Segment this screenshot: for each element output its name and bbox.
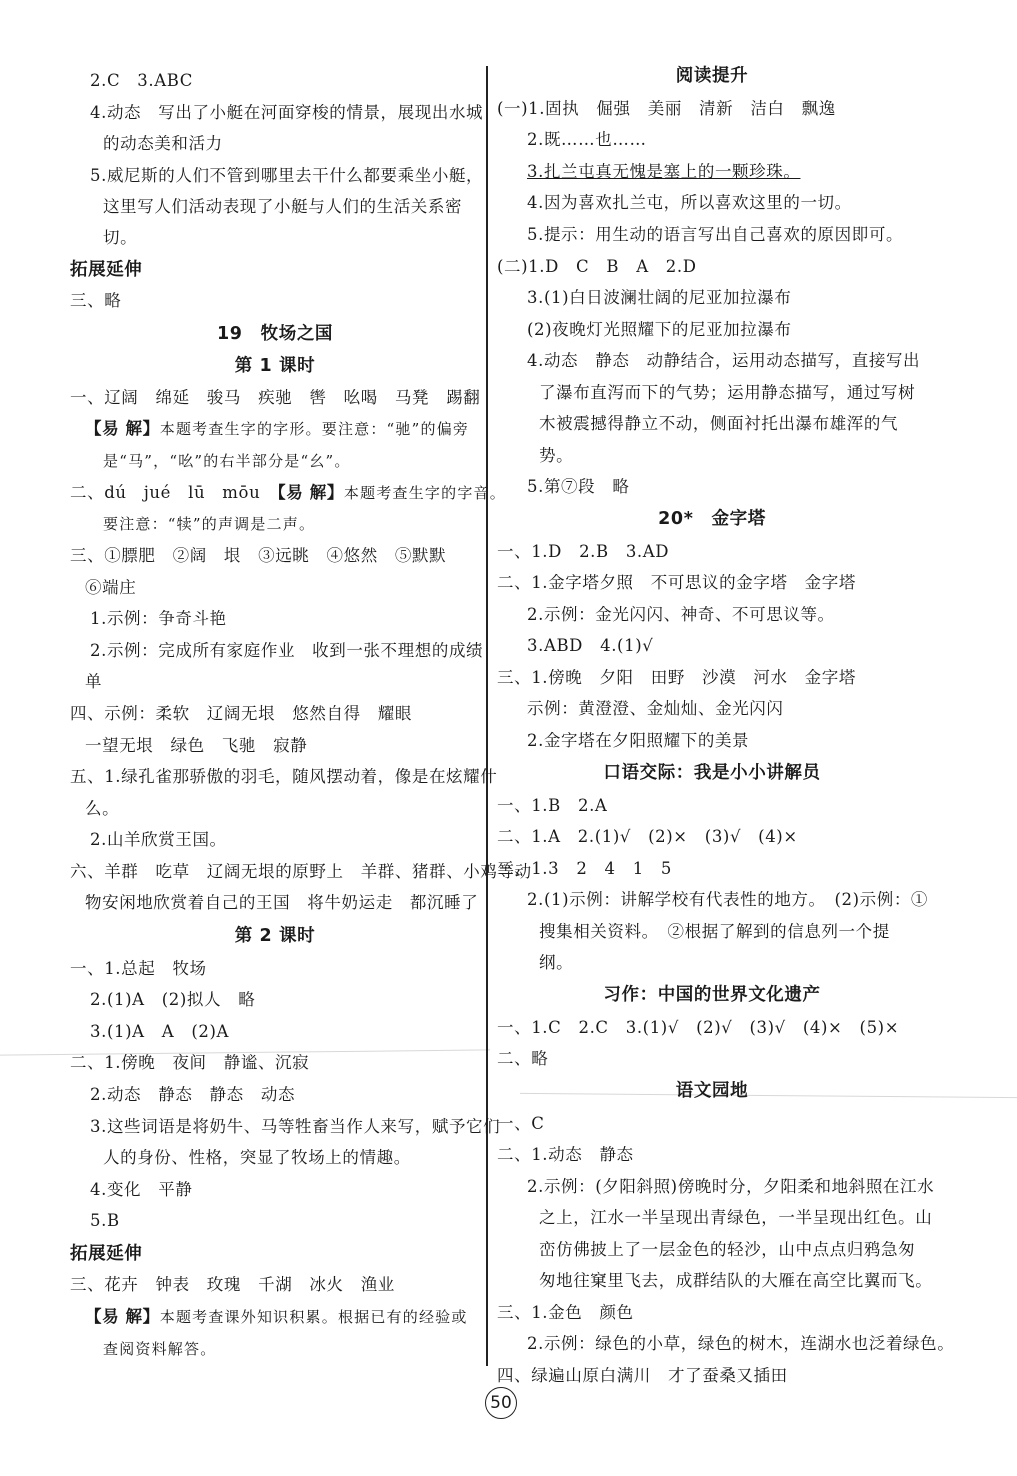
answer-line: 二、1.动态 静态 bbox=[497, 1145, 634, 1164]
answer-line: 二、1.傍晚 夜间 静谧、沉寂 bbox=[70, 1053, 310, 1072]
page-number: 50 bbox=[485, 1387, 517, 1419]
answer-line: 一、1.总起 牧场 bbox=[70, 959, 207, 978]
answer-line: 了瀑布直泻而下的气势；运用静态描写，通过写树 bbox=[539, 383, 916, 402]
yijie-tag: 【易 解】 bbox=[85, 419, 160, 438]
answer-line: 纲。 bbox=[539, 953, 574, 972]
note-line: 是“马”，“吆”的右半部分是“幺”。 bbox=[103, 452, 351, 470]
answer-line: 一、1.C 2.C 3.(1)√ (2)√ (3)√ (4)× (5)× bbox=[497, 1018, 900, 1037]
answer-line: 四、绿遍山原白满川 才了蚕桑又插田 bbox=[497, 1366, 788, 1385]
note-line: 查阅资料解答。 bbox=[103, 1340, 217, 1358]
note-line: 要注意：“犊”的声调是二声。 bbox=[103, 515, 316, 533]
answer-line: 三、1.金色 颜色 bbox=[497, 1303, 634, 1322]
answer-line: 匆地往窠里飞去，成群结队的大雁在高空比翼而飞。 bbox=[539, 1271, 933, 1290]
answer-line: 二、1.金字塔夕照 不可思议的金字塔 金字塔 bbox=[497, 573, 856, 592]
answer-line: 三、1.3 2 4 1 5 bbox=[497, 859, 673, 878]
answer-line: ⑥端庄 bbox=[85, 578, 137, 597]
answer-line: 势。 bbox=[539, 446, 574, 465]
lesson-subtitle: 第 2 课时 bbox=[234, 926, 316, 946]
answer-line: 峦仿佛披上了一层金色的轻沙，山中点点归鸦急匆 bbox=[539, 1240, 916, 1259]
answer-line-underlined: 3.扎兰屯真无愧是塞上的一颗珍珠。 bbox=[527, 162, 801, 181]
answer-line: 2.既……也…… bbox=[527, 130, 647, 149]
answer-line: 切。 bbox=[103, 228, 138, 247]
answer-line: 四、示例：柔软 辽阔无垠 悠然自得 耀眼 bbox=[70, 704, 412, 723]
answer-line: 4.因为喜欢扎兰屯，所以喜欢这里的一切。 bbox=[527, 193, 852, 212]
section-heading: 口语交际：我是小小讲解员 bbox=[603, 763, 821, 783]
answer-line: 1.示例：争奇斗艳 bbox=[90, 609, 227, 628]
answer-line: 4.动态 静态 动静结合，运用动态描写，直接写出 bbox=[527, 351, 921, 370]
answer-line: 2.示例：(夕阳斜照)傍晚时分，夕阳柔和地斜照在江水 bbox=[527, 1177, 935, 1196]
answer-line: 5.第⑦段 略 bbox=[527, 477, 630, 496]
answer-line: 三、1.傍晚 夕阳 田野 沙漠 河水 金字塔 bbox=[497, 668, 856, 687]
answer-line: (二)1.D C B A 2.D bbox=[497, 257, 697, 276]
answer-line: 4.动态 写出了小艇在河面穿梭的情景，展现出水城 bbox=[90, 103, 484, 122]
section-heading: 习作：中国的世界文化遗产 bbox=[603, 985, 821, 1005]
answer-line: 2.示例：完成所有家庭作业 收到一张不理想的成绩 bbox=[90, 641, 484, 660]
answer-line: 2.C 3.ABC bbox=[90, 71, 193, 90]
answer-line: 2.(1)A (2)拟人 略 bbox=[90, 990, 256, 1009]
answer-line: 搜集相关资料。 ②根据了解到的信息列一个提 bbox=[539, 922, 890, 941]
answer-line: 物安闲地欣赏着自己的王国 将牛奶运走 都沉睡了 bbox=[85, 893, 479, 912]
yijie-tag: 【易 解】 bbox=[85, 1307, 160, 1326]
answer-line: 人的身份、性格，突显了牧场上的情趣。 bbox=[103, 1148, 411, 1167]
answer-line: 4.变化 平静 bbox=[90, 1180, 193, 1199]
answer-line: 六、羊群 吃草 辽阔无垠的原野上 羊群、猪群、小鸡等动 bbox=[70, 862, 532, 881]
answer-line: 示例：黄澄澄、金灿灿、金光闪闪 bbox=[527, 699, 784, 718]
answer-line: 一、1.B 2.A bbox=[497, 796, 608, 815]
answer-line: 5.B bbox=[90, 1211, 120, 1230]
answer-line: (2)夜晚灯光照耀下的尼亚加拉瀑布 bbox=[527, 320, 792, 339]
answer-line: 2.(1)示例：讲解学校有代表性的地方。 (2)示例：① bbox=[527, 890, 929, 909]
answer-line: 2.动态 静态 静态 动态 bbox=[90, 1085, 296, 1104]
answer-line: 一望无垠 绿色 飞驰 寂静 bbox=[85, 736, 308, 755]
answer-line: 五、1.绿孔雀那骄傲的羽毛，随风摆动着，像是在炫耀什 bbox=[70, 767, 498, 786]
answer-line: 木被震撼得静立不动，侧面衬托出瀑布雄浑的气 bbox=[539, 414, 899, 433]
answer-line: 三、花卉 钟表 玫瑰 千湖 冰火 渔业 bbox=[70, 1275, 395, 1294]
answer-line: 么。 bbox=[85, 799, 120, 818]
answer-line: 一、辽阔 绵延 骏马 疾驰 辔 吆喝 马凳 踢翻 bbox=[70, 388, 481, 407]
answer-line: 5.威尼斯的人们不管到哪里去干什么都要乘坐小艇， bbox=[90, 166, 484, 185]
section-heading: 阅读提升 bbox=[675, 66, 749, 86]
answer-line: 5.提示：用生动的语言写出自己喜欢的原因即可。 bbox=[527, 225, 904, 244]
lesson-title: 19 牧场之国 bbox=[216, 324, 334, 344]
answer-line: 单 bbox=[85, 672, 103, 691]
lesson-title: 20* 金字塔 bbox=[658, 509, 766, 529]
answer-line: 这里写人们活动表现了小艇与人们的生活关系密 bbox=[103, 197, 463, 216]
yijie-tag: 【易 解】 bbox=[277, 483, 344, 502]
answer-line: 二、dú jué lū mōu 【易 解】本题考查生字的字音。 bbox=[70, 483, 506, 502]
note-line: 【易 解】本题考查生字的字形。要注意：“驰”的偏旁 bbox=[85, 419, 470, 438]
answer-line: 2.金字塔在夕阳照耀下的美景 bbox=[527, 731, 750, 750]
answer-line: 之上，江水一半呈现出青绿色，一半呈现出红色。山 bbox=[539, 1208, 933, 1227]
answer-line: 2.示例：绿色的小草，绿色的树木，连湖水也泛着绿色。 bbox=[527, 1334, 955, 1353]
section-heading: 拓展延伸 bbox=[70, 1244, 143, 1264]
answer-line: 二、1.A 2.(1)√ (2)× (3)√ (4)× bbox=[497, 827, 798, 846]
section-heading: 拓展延伸 bbox=[70, 260, 143, 280]
answer-line: 三、略 bbox=[70, 291, 122, 310]
answer-line: 一、C bbox=[497, 1114, 545, 1133]
note-line: 【易 解】本题考查课外知识积累。根据已有的经验或 bbox=[85, 1307, 468, 1326]
answer-line: (一)1.固执 倔强 美丽 清新 洁白 飘逸 bbox=[497, 99, 836, 118]
answer-line: 2.示例：金光闪闪、神奇、不可思议等。 bbox=[527, 605, 835, 624]
answer-line: 2.山羊欣赏王国。 bbox=[90, 830, 227, 849]
column-divider bbox=[486, 66, 488, 1366]
answer-line: 3.这些词语是将奶牛、马等牲畜当作人来写，赋予它们 bbox=[90, 1117, 501, 1136]
answer-line: 3.ABD 4.(1)√ bbox=[527, 636, 654, 655]
answer-line: 二、略 bbox=[497, 1049, 549, 1068]
answer-line: 3.(1)A A (2)A bbox=[90, 1022, 230, 1041]
answer-line: 一、1.D 2.B 3.AD bbox=[497, 542, 670, 561]
answer-line: 的动态美和活力 bbox=[103, 134, 223, 153]
lesson-subtitle: 第 1 课时 bbox=[234, 356, 316, 376]
answer-line: 三、①膘肥 ②阔 垠 ③远眺 ④悠然 ⑤默默 bbox=[70, 546, 447, 565]
section-heading: 语文园地 bbox=[675, 1081, 749, 1101]
answer-line: 3.(1)白日波澜壮阔的尼亚加拉瀑布 bbox=[527, 288, 792, 307]
